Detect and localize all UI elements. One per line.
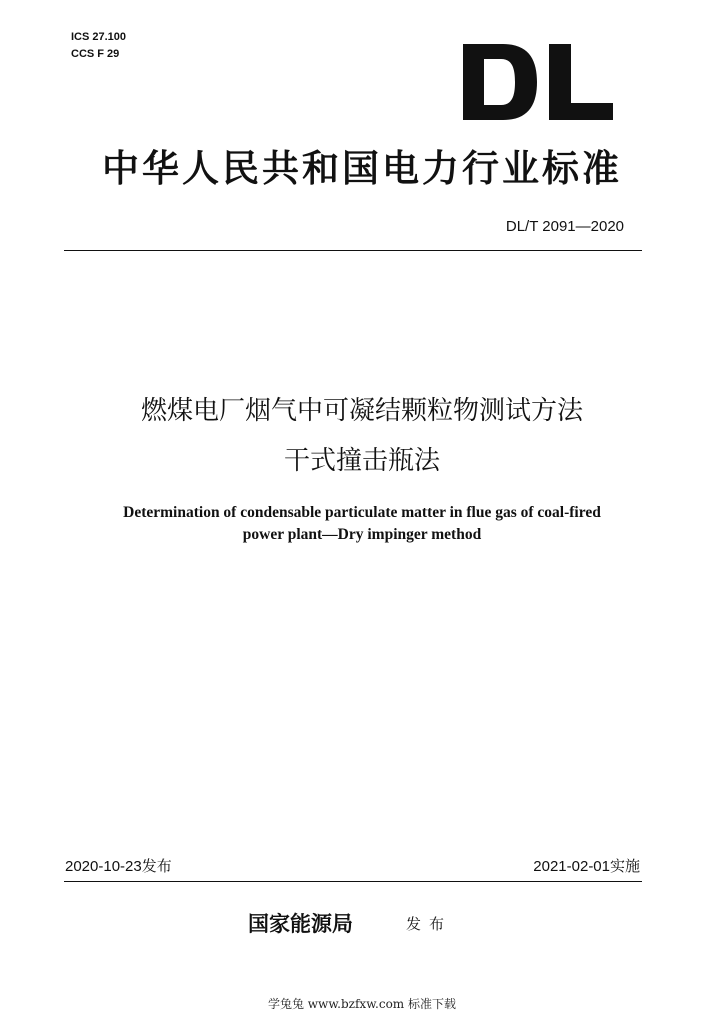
issue-date: 2020-10-23发布 (65, 858, 172, 875)
publisher-name: 国家能源局 (248, 911, 353, 936)
publish-label: 发布 (406, 915, 453, 933)
national-standard-title: 中华人民共和国电力行业标准 (102, 146, 622, 190)
english-title-line-2: power plant—Dry impinger method (242, 526, 482, 543)
implementation-date: 2021-02-01实施 (533, 858, 640, 875)
dl-logo (463, 44, 613, 120)
classification-codes (71, 29, 126, 63)
ics-code: ICS 27.100 (71, 31, 127, 43)
footer-watermark: 学兔兔 www.bzfxw.com 标准下载 (267, 997, 457, 1011)
top-divider (64, 250, 642, 251)
standard-number: DL/T 2091—2020 (505, 218, 624, 235)
bottom-divider (64, 881, 642, 882)
chinese-title-line-2: 干式撞击瓶法 (283, 446, 440, 476)
ccs-code: CCS F 29 (71, 48, 120, 60)
english-title-line-1: Determination of condensable particulate matter in flue gas of coal-fired (123, 504, 601, 521)
chinese-title-line-1: 燃煤电厂烟气中可凝结颗粒物测试方法 (140, 396, 583, 426)
